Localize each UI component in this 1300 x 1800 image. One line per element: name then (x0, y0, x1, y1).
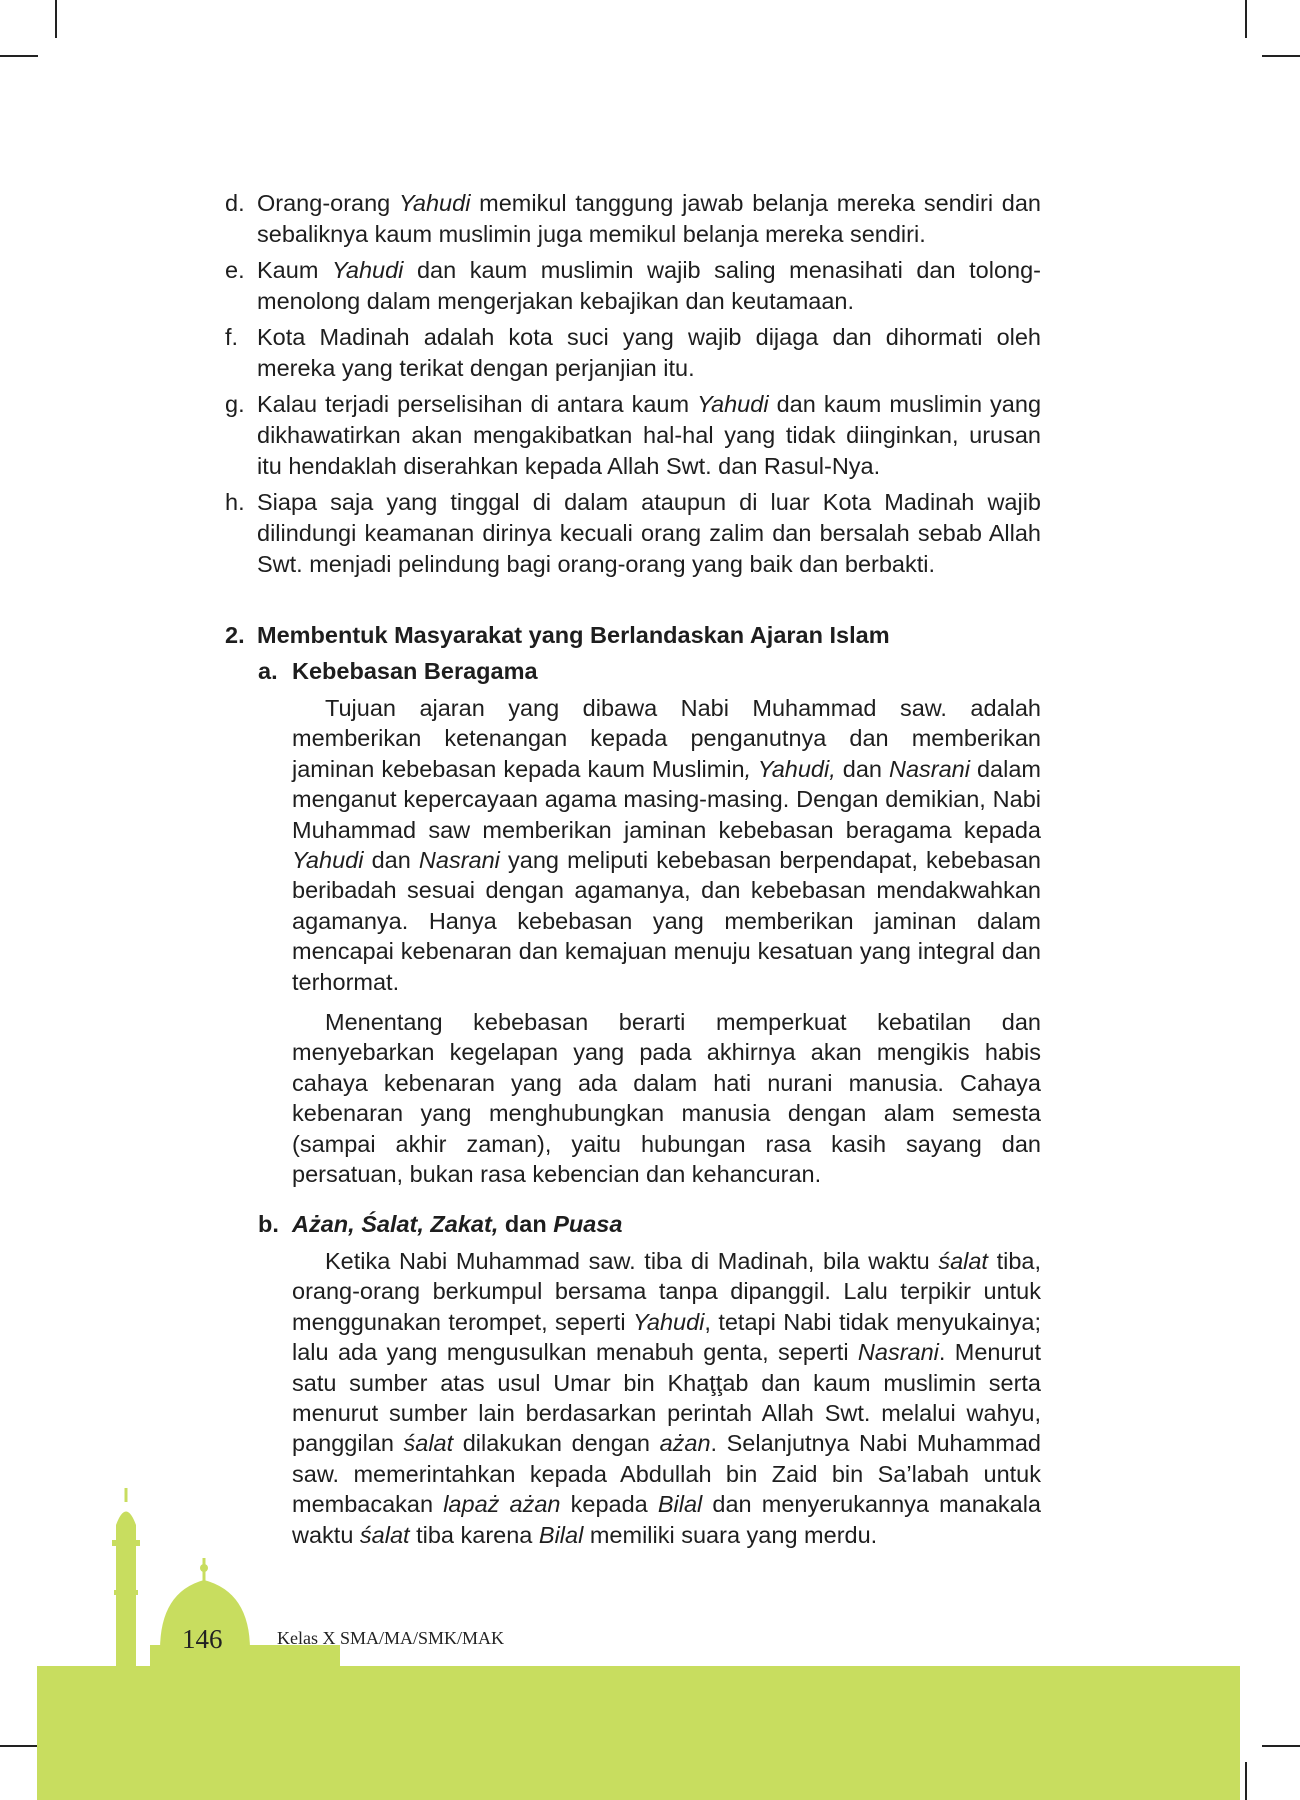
list-item: f. Kota Madinah adalah kota suci yang wajib dijaga dan dihormati oleh mereka yang terikat dengan perjanjian itu. (225, 324, 1041, 381)
crop-mark (1245, 0, 1247, 38)
list-item: e. Kaum Yahudi dan kaum muslimin wajib saling menasihati dan tolong-menolong dalam mengerjakan kebajikan dan keutamaan. (225, 257, 1041, 314)
crop-mark (1262, 55, 1300, 57)
list-item: g. Kalau terjadi perselisihan di antara kaum Yahudi dan kaum muslimin yang dikhawatirkan akan mengakibatkan hal-hal yang tidak diinginkan, urusan itu hendaklah diserahkan kepada Allah Swt. dan Rasul-Nya. (225, 391, 1042, 479)
crop-mark (55, 0, 57, 38)
paragraph: Menentang kebebasan berarti memperkuat kebatilan dan menyebarkan kegelapan yang pada akhirnya akan mengikis habis cahaya kebenaran yang ada dalam hati nurani manusia. Cahaya kebenaran yang menghubungkan manusia dengan alam semesta (sampai akhir zaman), yaitu hubungan rasa kasih sayang dan persatuan, bukan rasa kebencian dan kehancuran. (292, 1009, 1041, 1188)
paragraph: Ketika Nabi Muhammad saw. tiba di Madinah, bila waktu śalat tiba, orang-orang berkumpul bersama tanpa dipanggil. Lalu terpikir untuk menggunakan terompet, seperti Yahudi, tetapi Nabi tidak menyukainya; lalu ada yang mengusulkan menabuh genta, seperti Nasrani. Menurut satu sumber atas usul Umar bin Khaţţab dan kaum muslimin serta menurut sumber lain berdasarkan perintah Allah Swt. melalui wahyu, panggilan śalat dilakukan dengan ażan. Selanjutnya Nabi Muhammad saw. memerintahkan kepada Abdullah bin Zaid bin Sa’labah untuk membacakan lapaż ażan kepada Bilal dan menyerukannya manakala waktu śalat tiba karena Bilal memiliki suara yang merdu. (292, 1248, 1042, 1548)
page-number: 146 (182, 1624, 223, 1654)
crop-mark (1245, 1762, 1247, 1800)
subsection-kebebasan-beragama (258, 656, 1041, 1200)
list-item: d. Orang-orang Yahudi memikul tanggung jawab belanja mereka sendiri dan sebaliknya kaum muslimin juga memikul belanja mereka sendiri. (225, 190, 1042, 247)
agreement-list (225, 188, 1041, 585)
mosque-silhouette-icon (110, 1480, 340, 1680)
subsection-heading: b. Ażan, Śalat, Zakat, dan Puasa (258, 1211, 623, 1237)
crop-mark (0, 1745, 38, 1747)
crop-mark (0, 55, 38, 57)
paragraph: Tujuan ajaran yang dibawa Nabi Muhammad saw. adalah memberikan ketenangan kepada penganutnya dan memberikan jaminan kebebasan kepada kaum Muslimin, Yahudi, dan Nasrani dalam menganut kepercayaan agama masing-masing. Dengan demikian, Nabi Muhammad saw memberikan jaminan kebebasan beragama kepada Yahudi dan Nasrani yang meliputi kebebasan berpendapat, kebebasan beribadah sesuai dengan agamanya, dan kebebasan mendakwahkan agamanya. Hanya kebebasan yang memberikan jaminan dalam mencapai kebenaran dan kemajuan menuju kesatuan yang integral dan terhormat. (292, 695, 1041, 995)
footer-band (37, 1666, 1240, 1800)
crop-mark (1262, 1745, 1300, 1747)
section-heading: 2. Membentuk Masyarakat yang Berlandaskan Ajaran Islam (225, 622, 890, 648)
book-title: Kelas X SMA/MA/SMK/MAK (277, 1628, 505, 1648)
subsection-heading: a. Kebebasan Beragama (258, 658, 538, 684)
list-item: h. Siapa saja yang tinggal di dalam ataupun di luar Kota Madinah wajib dilindungi keamanan dirinya kecuali orang zalim dan bersalah sebab Allah Swt. menjadi pelindung bagi orang-orang yang baik dan berbakti. (225, 489, 1041, 577)
subsection-azan-salat-zakat-puasa (258, 1209, 1041, 1560)
